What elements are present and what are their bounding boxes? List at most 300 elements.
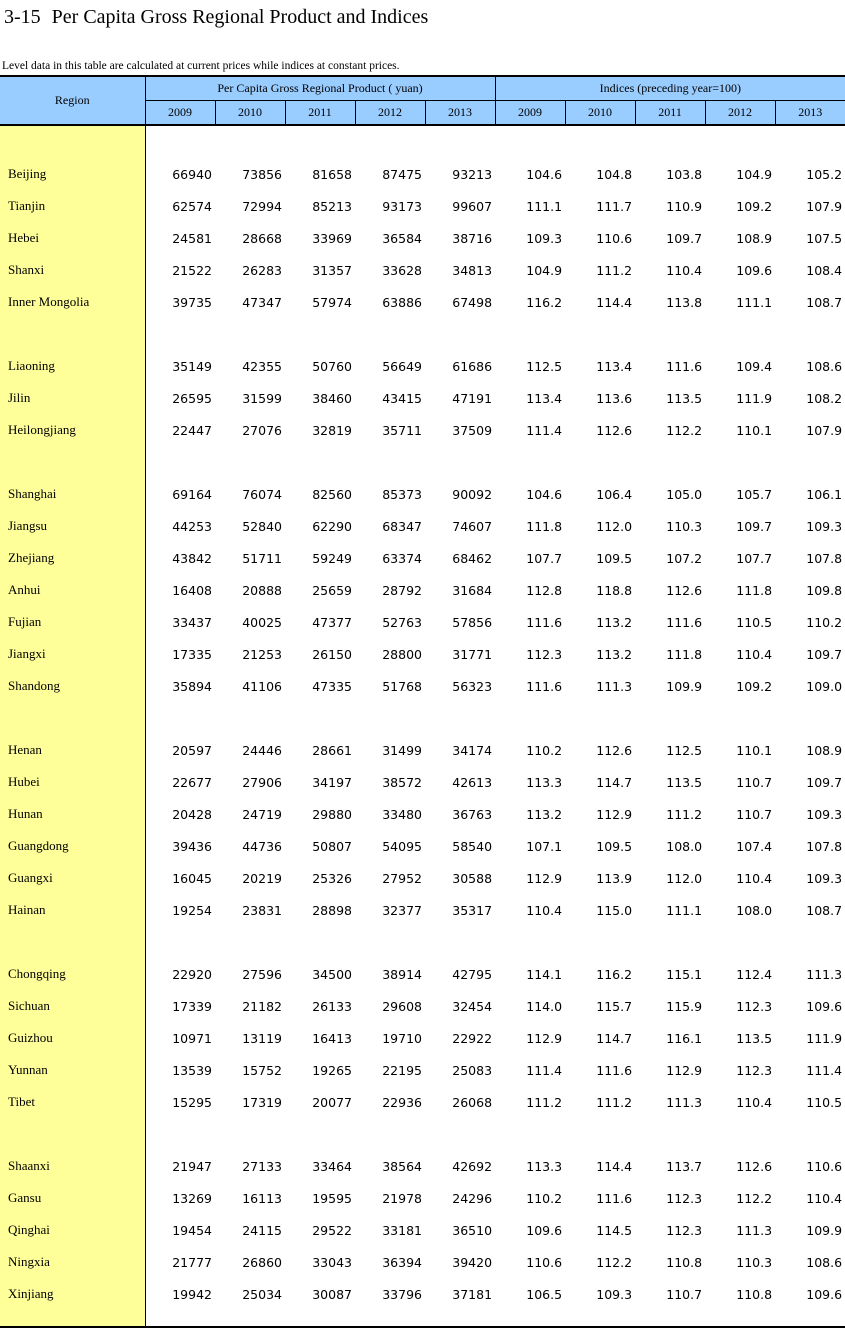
index-value-cell: 112.5 (526, 358, 563, 374)
table-row (0, 1022, 845, 1054)
region-name: Anhui (0, 574, 145, 606)
index-value-cell: 109.3 (526, 230, 563, 246)
region-name: Guangdong (0, 830, 145, 862)
index-value-cell: 104.6 (526, 166, 563, 182)
index-value-cell: 112.0 (596, 518, 633, 534)
gdp-value-cell: 47191 (452, 390, 493, 406)
gdp-value-cell: 35711 (382, 422, 422, 438)
index-value-cell: 111.1 (526, 198, 563, 214)
region-name: Xinjiang (0, 1278, 145, 1310)
table-row (0, 574, 845, 606)
index-value-cell: 107.4 (736, 838, 773, 854)
table-body (0, 125, 845, 1327)
gdp-value-cell: 36394 (382, 1254, 422, 1270)
index-value-cell: 107.9 (806, 198, 843, 214)
empty-cell (285, 318, 355, 350)
empty-cell (0, 1118, 145, 1150)
empty-cell (425, 1310, 495, 1327)
gdp-value-cell: 36763 (452, 806, 493, 822)
empty-cell (565, 926, 635, 958)
gdp-value-cell: 23831 (242, 902, 282, 918)
index-value-cell: 113.5 (736, 1030, 773, 1046)
gdp-value-cell: 67498 (452, 294, 493, 310)
index-value-cell: 111.3 (596, 678, 633, 694)
region-name: Chongqing (0, 958, 145, 990)
empty-cell (0, 318, 145, 350)
region-name: Shandong (0, 670, 145, 702)
gdp-value-cell: 27952 (382, 870, 422, 886)
index-value-cell: 113.7 (666, 1158, 703, 1174)
empty-cell (215, 318, 285, 350)
region-name: Fujian (0, 606, 145, 638)
empty-cell (495, 1118, 565, 1150)
index-value-cell: 113.4 (596, 358, 633, 374)
index-value-cell: 111.1 (736, 294, 773, 310)
gdp-value-cell: 33796 (382, 1286, 422, 1302)
index-value-cell: 105.2 (806, 166, 843, 182)
index-value-cell: 107.1 (526, 838, 563, 854)
index-value-cell: 107.2 (666, 550, 703, 566)
empty-cell (705, 318, 775, 350)
index-value-cell: 109.4 (736, 358, 773, 374)
empty-cell (145, 125, 215, 158)
gdp-value-cell: 34813 (452, 262, 493, 278)
gdp-value-cell: 26595 (172, 390, 212, 406)
index-value-cell: 109.7 (806, 646, 843, 662)
table-row (0, 478, 845, 510)
table-row (0, 222, 845, 254)
gdp-value-cell: 42795 (452, 966, 493, 982)
index-value-cell: 111.7 (596, 198, 633, 214)
gdp-value-cell: 33181 (382, 1222, 422, 1238)
index-value-cell: 113.5 (666, 390, 703, 406)
empty-cell (495, 318, 565, 350)
index-value-cell: 112.2 (666, 422, 703, 438)
table-row (0, 414, 845, 446)
index-value-cell: 115.9 (666, 998, 703, 1014)
gdp-value-cell: 28898 (312, 902, 352, 918)
gdp-value-cell: 20077 (312, 1094, 352, 1110)
index-value-cell: 107.7 (736, 550, 773, 566)
empty-cell (285, 1118, 355, 1150)
gdp-value-cell: 20428 (172, 806, 212, 822)
index-value-cell: 112.8 (526, 582, 563, 598)
index-value-cell: 111.9 (736, 390, 773, 406)
table-row (0, 1278, 845, 1310)
empty-cell (145, 926, 215, 958)
gdp-value-cell: 85373 (382, 486, 422, 502)
gdp-value-cell: 42355 (242, 358, 282, 374)
gdp-value-cell: 29522 (312, 1222, 352, 1238)
region-name: Hainan (0, 894, 145, 926)
index-value-cell: 105.7 (736, 486, 773, 502)
index-value-cell: 110.5 (736, 614, 773, 630)
index-value-cell: 109.6 (806, 1286, 843, 1302)
header-region: Region (0, 76, 145, 125)
index-value-cell: 118.8 (596, 582, 633, 598)
index-value-cell: 111.6 (596, 1062, 633, 1078)
empty-cell (215, 446, 285, 478)
gdp-value-cell: 29608 (382, 998, 422, 1014)
gdp-value-cell: 39436 (172, 838, 212, 854)
index-value-cell: 105.0 (666, 486, 703, 502)
empty-cell (285, 926, 355, 958)
index-value-cell: 111.8 (736, 582, 773, 598)
gdp-value-cell: 30087 (312, 1286, 352, 1302)
gdp-value-cell: 17319 (242, 1094, 282, 1110)
region-name: Shanxi (0, 254, 145, 286)
index-value-cell: 110.6 (526, 1254, 563, 1270)
gdp-value-cell: 44736 (242, 838, 282, 854)
index-value-cell: 110.9 (666, 198, 703, 214)
index-value-cell: 112.9 (526, 870, 563, 886)
gdp-value-cell: 26860 (242, 1254, 282, 1270)
empty-cell (775, 1118, 845, 1150)
empty-cell (145, 702, 215, 734)
empty-cell (355, 318, 425, 350)
empty-cell (0, 1310, 145, 1327)
spacer-row (0, 125, 845, 158)
gdp-value-cell: 33437 (172, 614, 212, 630)
index-value-cell: 112.2 (736, 1190, 773, 1206)
empty-cell (355, 125, 425, 158)
gdp-value-cell: 42613 (452, 774, 493, 790)
header-year-gdp: 2013 (425, 101, 495, 126)
gdp-value-cell: 58540 (452, 838, 493, 854)
index-value-cell: 107.5 (806, 230, 843, 246)
index-value-cell: 114.7 (596, 774, 633, 790)
gdp-value-cell: 47335 (312, 678, 352, 694)
gdp-value-cell: 32819 (312, 422, 352, 438)
index-value-cell: 108.2 (806, 390, 843, 406)
region-name: Sichuan (0, 990, 145, 1022)
table-row (0, 830, 845, 862)
index-value-cell: 115.7 (596, 998, 633, 1014)
gdp-value-cell: 34197 (312, 774, 352, 790)
index-value-cell: 111.4 (806, 1062, 843, 1078)
gdp-value-cell: 52763 (382, 614, 422, 630)
gdp-value-cell: 57974 (312, 294, 352, 310)
index-value-cell: 112.5 (666, 742, 703, 758)
table-header (0, 76, 845, 125)
index-value-cell: 112.3 (666, 1190, 703, 1206)
empty-cell (635, 446, 705, 478)
index-value-cell: 113.9 (596, 870, 633, 886)
index-value-cell: 109.6 (736, 262, 773, 278)
index-value-cell: 115.1 (666, 966, 703, 982)
spacer-row (0, 926, 845, 958)
gdp-value-cell: 32377 (382, 902, 422, 918)
index-value-cell: 110.4 (736, 1094, 773, 1110)
gdp-value-cell: 39735 (172, 294, 212, 310)
gdp-value-cell: 63374 (382, 550, 422, 566)
gdp-value-cell: 37181 (452, 1286, 493, 1302)
empty-cell (775, 318, 845, 350)
gdp-value-cell: 16408 (172, 582, 212, 598)
index-value-cell: 113.8 (666, 294, 703, 310)
empty-cell (495, 702, 565, 734)
empty-cell (355, 1310, 425, 1327)
gdp-value-cell: 26283 (242, 262, 282, 278)
region-name: Gansu (0, 1182, 145, 1214)
gdp-value-cell: 59249 (312, 550, 352, 566)
index-value-cell: 112.6 (666, 582, 703, 598)
index-value-cell: 108.4 (806, 262, 843, 278)
header-year-gdp: 2011 (285, 101, 355, 126)
gdp-value-cell: 33464 (312, 1158, 352, 1174)
empty-cell (425, 926, 495, 958)
spacer-row (0, 1310, 845, 1327)
gdp-value-cell: 24719 (242, 806, 282, 822)
gdp-value-cell: 35894 (172, 678, 212, 694)
empty-cell (565, 318, 635, 350)
region-name: Ningxia (0, 1246, 145, 1278)
empty-cell (285, 446, 355, 478)
region-name: Beijing (0, 158, 145, 190)
table-row (0, 254, 845, 286)
gdp-value-cell: 41106 (242, 678, 282, 694)
gdp-value-cell: 16113 (242, 1190, 282, 1206)
gdp-value-cell: 26133 (312, 998, 352, 1014)
empty-cell (775, 702, 845, 734)
empty-cell (775, 446, 845, 478)
gdp-value-cell: 43415 (382, 390, 422, 406)
empty-cell (425, 1118, 495, 1150)
gdp-value-cell: 61686 (452, 358, 493, 374)
index-value-cell: 113.3 (526, 1158, 563, 1174)
table-row (0, 798, 845, 830)
gdp-value-cell: 87475 (382, 166, 422, 182)
index-value-cell: 110.6 (806, 1158, 843, 1174)
gdp-value-cell: 16045 (172, 870, 212, 886)
region-name: Hebei (0, 222, 145, 254)
index-value-cell: 108.9 (806, 742, 843, 758)
empty-cell (705, 446, 775, 478)
index-value-cell: 104.6 (526, 486, 563, 502)
gdp-value-cell: 13269 (172, 1190, 212, 1206)
gdp-value-cell: 20597 (172, 742, 212, 758)
empty-cell (565, 702, 635, 734)
empty-cell (355, 702, 425, 734)
index-value-cell: 111.4 (526, 422, 563, 438)
gdp-value-cell: 30588 (452, 870, 493, 886)
gdp-value-cell: 38572 (382, 774, 422, 790)
gdp-value-cell: 10971 (172, 1030, 212, 1046)
table-row (0, 1246, 845, 1278)
region-name: Henan (0, 734, 145, 766)
gdp-value-cell: 19595 (312, 1190, 352, 1206)
region-name: Yunnan (0, 1054, 145, 1086)
index-value-cell: 113.2 (596, 614, 633, 630)
gdp-value-cell: 52840 (242, 518, 282, 534)
empty-cell (775, 125, 845, 158)
index-value-cell: 114.4 (596, 1158, 633, 1174)
table-row (0, 190, 845, 222)
gdp-value-cell: 28800 (382, 646, 422, 662)
table-row (0, 990, 845, 1022)
index-value-cell: 110.1 (736, 422, 773, 438)
gdp-value-cell: 19942 (172, 1286, 212, 1302)
header-year-index: 2013 (775, 101, 845, 126)
index-value-cell: 112.0 (666, 870, 703, 886)
gdp-value-cell: 39420 (452, 1254, 493, 1270)
gdp-value-cell: 25083 (452, 1062, 493, 1078)
gdp-value-cell: 99607 (452, 198, 493, 214)
index-value-cell: 110.4 (736, 870, 773, 886)
gdp-value-cell: 33480 (382, 806, 422, 822)
table-row (0, 1182, 845, 1214)
index-value-cell: 109.6 (526, 1222, 563, 1238)
index-value-cell: 110.4 (666, 262, 703, 278)
index-value-cell: 111.3 (736, 1222, 773, 1238)
table-title: Per Capita Gross Regional Product and Indices (51, 6, 429, 28)
gdp-value-cell: 21978 (382, 1190, 422, 1206)
region-name: Jiangsu (0, 510, 145, 542)
gdp-value-cell: 93173 (382, 198, 422, 214)
table-row (0, 958, 845, 990)
index-value-cell: 112.6 (596, 422, 633, 438)
gdp-value-cell: 13539 (172, 1062, 212, 1078)
gdp-value-cell: 20219 (242, 870, 282, 886)
index-value-cell: 112.9 (666, 1062, 703, 1078)
gdp-value-cell: 28668 (242, 230, 282, 246)
gdp-value-cell: 66940 (172, 166, 212, 182)
region-name: Inner Mongolia (0, 286, 145, 318)
index-value-cell: 107.8 (806, 838, 843, 854)
region-name: Heilongjiang (0, 414, 145, 446)
index-value-cell: 111.2 (666, 806, 703, 822)
empty-cell (215, 1118, 285, 1150)
spacer-row (0, 702, 845, 734)
table-row (0, 766, 845, 798)
gdp-value-cell: 15295 (172, 1094, 212, 1110)
table-row (0, 158, 845, 190)
index-value-cell: 108.6 (806, 1254, 843, 1270)
gdp-value-cell: 81658 (312, 166, 352, 182)
gdp-value-cell: 35149 (172, 358, 212, 374)
table-row (0, 606, 845, 638)
empty-cell (425, 702, 495, 734)
table-row (0, 286, 845, 318)
gdp-value-cell: 21947 (172, 1158, 212, 1174)
gdp-value-cell: 31771 (452, 646, 493, 662)
empty-cell (495, 446, 565, 478)
index-value-cell: 111.6 (526, 678, 563, 694)
empty-cell (215, 1310, 285, 1327)
gdp-value-cell: 50760 (312, 358, 352, 374)
header-year-index: 2010 (565, 101, 635, 126)
gdp-value-cell: 24581 (172, 230, 212, 246)
index-value-cell: 113.5 (666, 774, 703, 790)
gdp-value-cell: 24115 (242, 1222, 282, 1238)
region-name: Tibet (0, 1086, 145, 1118)
gdp-value-cell: 31599 (242, 390, 282, 406)
index-value-cell: 110.3 (666, 518, 703, 534)
gdp-value-cell: 57856 (452, 614, 493, 630)
region-name: Tianjin (0, 190, 145, 222)
gdp-value-cell: 26068 (452, 1094, 493, 1110)
gdp-value-cell: 38914 (382, 966, 422, 982)
index-value-cell: 113.4 (526, 390, 563, 406)
empty-cell (635, 926, 705, 958)
gdp-value-cell: 24446 (242, 742, 282, 758)
empty-cell (635, 1310, 705, 1327)
index-value-cell: 109.5 (596, 550, 633, 566)
gdp-value-cell: 47377 (312, 614, 352, 630)
gdp-value-cell: 40025 (242, 614, 282, 630)
index-value-cell: 108.7 (806, 294, 843, 310)
empty-cell (355, 446, 425, 478)
index-value-cell: 111.3 (806, 966, 843, 982)
index-value-cell: 116.1 (666, 1030, 703, 1046)
gdp-value-cell: 38716 (452, 230, 493, 246)
index-value-cell: 111.4 (526, 1062, 563, 1078)
region-name: Hubei (0, 766, 145, 798)
header-year-gdp: 2012 (355, 101, 425, 126)
gdp-value-cell: 22447 (172, 422, 212, 438)
gdp-value-cell: 31684 (452, 582, 493, 598)
gdp-value-cell: 76074 (242, 486, 282, 502)
gdp-value-cell: 62574 (172, 198, 212, 214)
empty-cell (635, 125, 705, 158)
gdp-value-cell: 38460 (312, 390, 352, 406)
empty-cell (355, 926, 425, 958)
gdp-value-cell: 35317 (452, 902, 493, 918)
header-group-gdp: Per Capita Gross Regional Product ( yuan) (145, 76, 495, 101)
empty-cell (285, 702, 355, 734)
gdp-value-cell: 24296 (452, 1190, 493, 1206)
gdp-value-cell: 50807 (312, 838, 352, 854)
index-value-cell: 109.3 (596, 1286, 633, 1302)
empty-cell (495, 926, 565, 958)
gdp-value-cell: 72994 (242, 198, 282, 214)
gdp-value-cell: 51768 (382, 678, 422, 694)
empty-cell (215, 125, 285, 158)
index-value-cell: 112.3 (526, 646, 563, 662)
gdp-value-cell: 28661 (312, 742, 352, 758)
index-value-cell: 112.6 (596, 742, 633, 758)
index-value-cell: 111.2 (596, 262, 633, 278)
index-value-cell: 110.4 (526, 902, 563, 918)
gdp-value-cell: 56323 (452, 678, 493, 694)
empty-cell (285, 1310, 355, 1327)
gdp-value-cell: 47347 (242, 294, 282, 310)
empty-cell (635, 318, 705, 350)
gdp-value-cell: 21522 (172, 262, 212, 278)
index-value-cell: 108.6 (806, 358, 843, 374)
empty-cell (635, 1118, 705, 1150)
table-row (0, 638, 845, 670)
header-year-index: 2011 (635, 101, 705, 126)
index-value-cell: 111.3 (666, 1094, 703, 1110)
index-value-cell: 111.2 (526, 1094, 563, 1110)
gdp-value-cell: 27133 (242, 1158, 282, 1174)
empty-cell (565, 1310, 635, 1327)
index-value-cell: 115.0 (596, 902, 633, 918)
table-row (0, 734, 845, 766)
index-value-cell: 114.1 (526, 966, 563, 982)
spacer-row (0, 318, 845, 350)
gdp-value-cell: 25659 (312, 582, 352, 598)
header-year-index: 2009 (495, 101, 565, 126)
empty-cell (215, 702, 285, 734)
empty-cell (0, 702, 145, 734)
gdp-value-cell: 74607 (452, 518, 493, 534)
gdp-value-cell: 56649 (382, 358, 422, 374)
gdp-value-cell: 54095 (382, 838, 422, 854)
gdp-value-cell: 69164 (172, 486, 212, 502)
index-value-cell: 116.2 (596, 966, 633, 982)
